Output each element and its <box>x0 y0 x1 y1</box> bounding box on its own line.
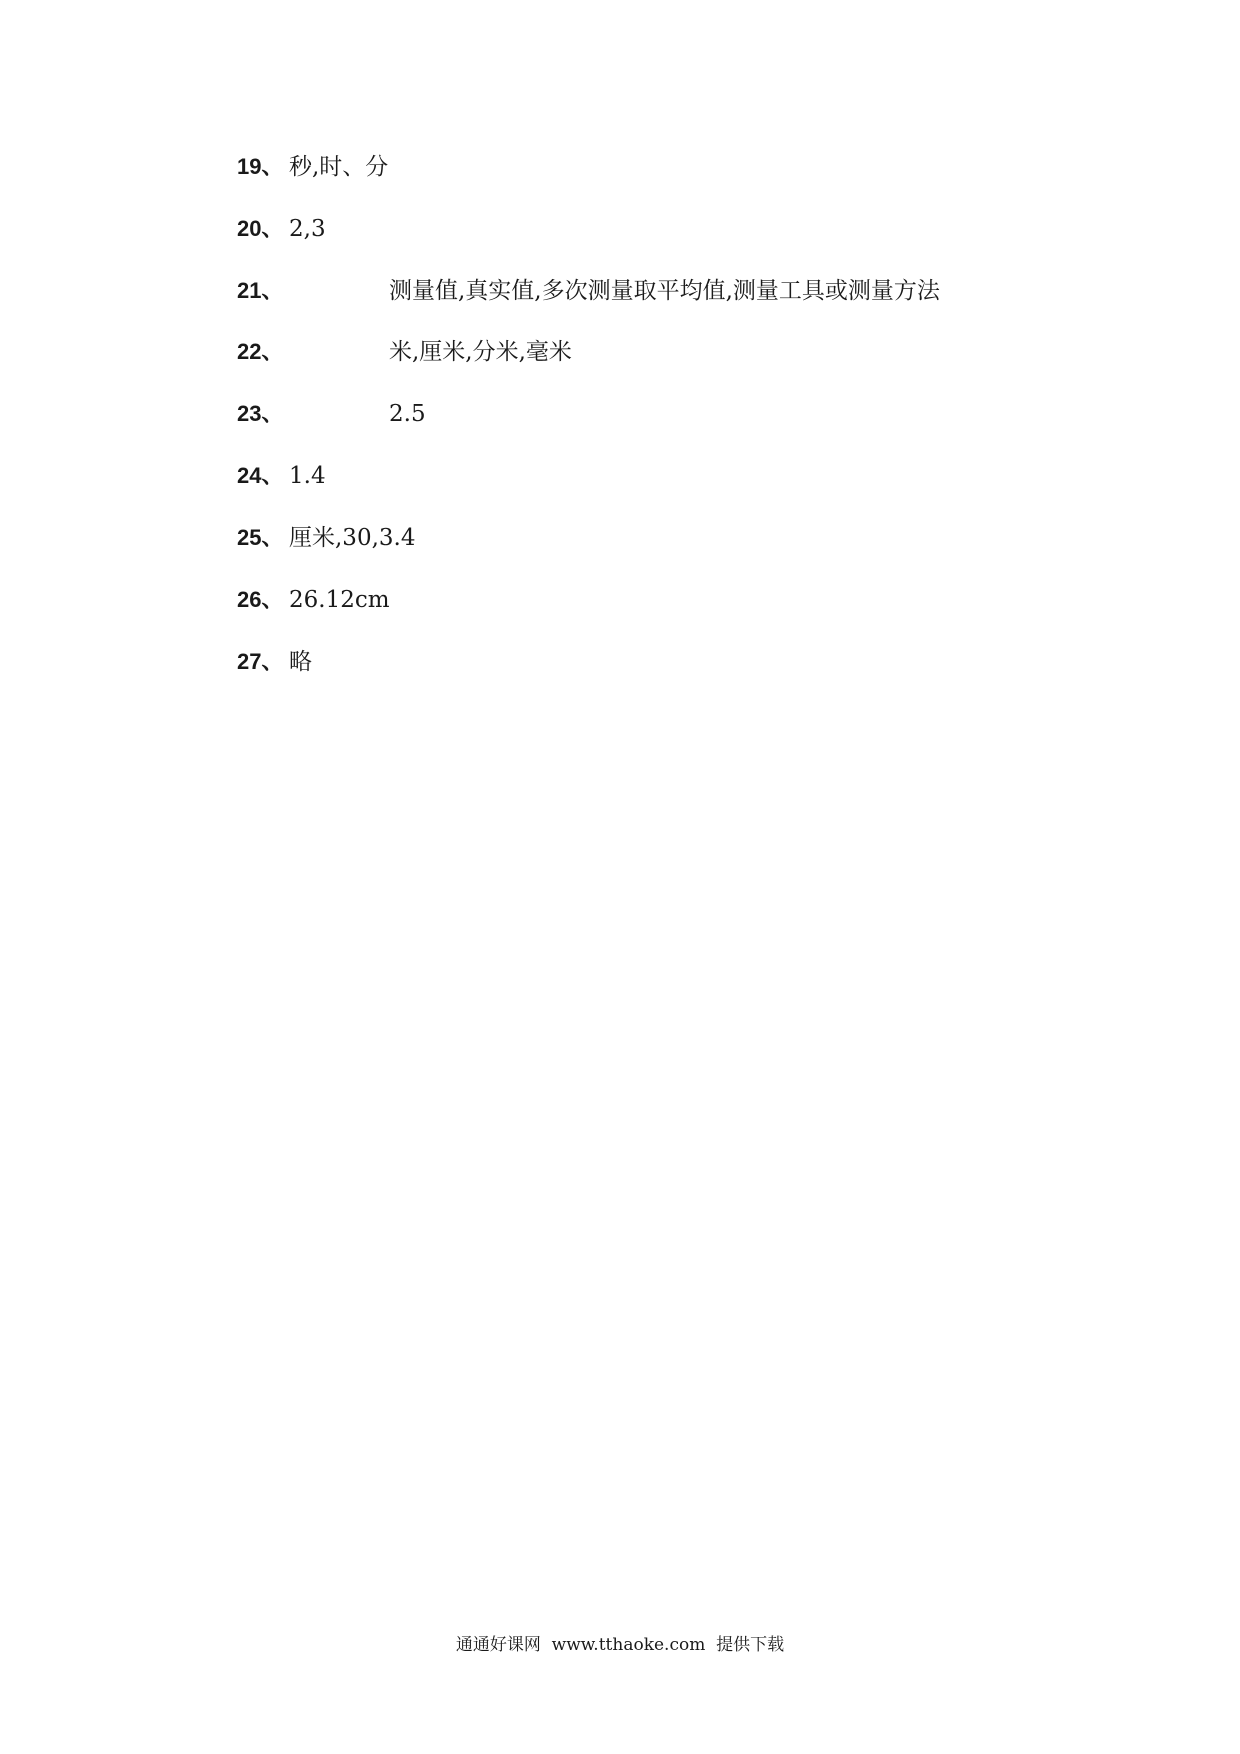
answer-text: 2,3 <box>289 216 326 242</box>
answer-text: 略 <box>289 649 312 675</box>
answer-number: 21、 <box>237 278 284 303</box>
answer-item-23 <box>0 397 1240 431</box>
answer-number: 20、 <box>237 216 284 241</box>
answer-number: 23、 <box>237 401 284 426</box>
answer-text: 厘米,30,3.4 <box>289 525 416 551</box>
answer-text: 秒,时、分 <box>289 154 389 180</box>
page-footer: 通通好课网 www.tthaoke.com 提供下载 <box>455 1635 785 1655</box>
answer-item-21 <box>0 274 1240 308</box>
answer-number: 25、 <box>237 525 284 550</box>
answer-number: 24、 <box>237 463 284 488</box>
answer-item-27 <box>0 645 1240 679</box>
answer-text: 2.5 <box>389 401 426 427</box>
answer-item-22 <box>0 335 1240 369</box>
answer-item-19 <box>0 150 1240 184</box>
answer-item-26 <box>0 583 1240 617</box>
answer-text: 米,厘米,分米,毫米 <box>389 339 572 365</box>
answer-number: 26、 <box>237 587 284 612</box>
answer-number: 19、 <box>237 154 284 179</box>
answer-text: 1.4 <box>289 463 326 489</box>
answer-item-25 <box>0 521 1240 555</box>
answer-item-20 <box>0 212 1240 246</box>
answer-item-24 <box>0 459 1240 493</box>
answer-number: 22、 <box>237 339 284 364</box>
answer-text: 测量值,真实值,多次测量取平均值,测量工具或测量方法 <box>389 278 940 304</box>
answer-text: 26.12cm <box>289 587 390 613</box>
answer-number: 27、 <box>237 649 284 674</box>
